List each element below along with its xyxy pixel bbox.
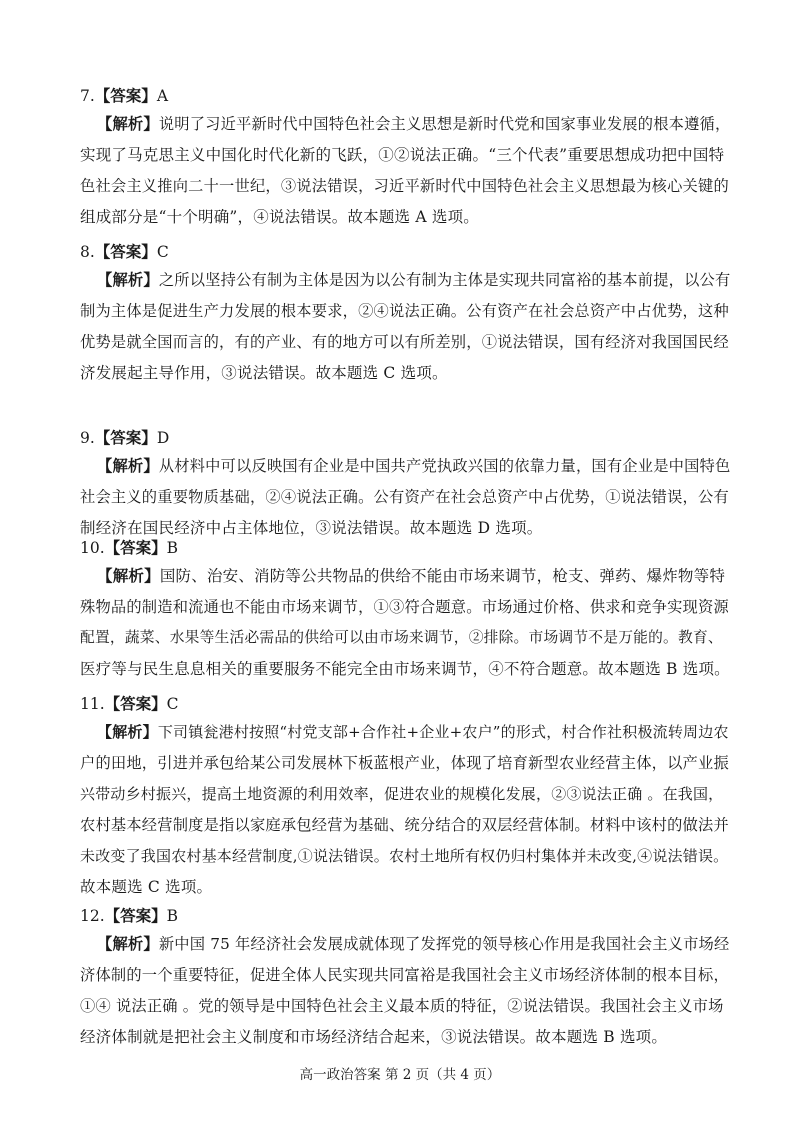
analysis-line: ①④ 说法正确 。党的领导是中国特色社会主义最本质的特征，②说法错误。我国社会主义市场 bbox=[80, 997, 724, 1015]
answer-letter: C bbox=[156, 243, 169, 261]
analysis-text: 下司镇瓮港村按照“村党支部+合作社+企业+农户”的形式，村合作社积极流转周边农 bbox=[157, 723, 729, 741]
analysis-line: 经济体制就是把社会主义制度和市场经济结合起来，③说法错误。故本题选 B 选项。 bbox=[80, 1028, 668, 1046]
question-9 bbox=[80, 428, 730, 549]
question-number: 9. bbox=[80, 429, 95, 447]
analysis-line: 农村基本经营制度是指以家庭承包经营为基础、统分结合的双层经营体制。材料中该村的做法并 bbox=[80, 816, 729, 834]
answer-letter: B bbox=[166, 539, 179, 557]
analysis-line bbox=[80, 722, 730, 753]
analysis-text: 从材料中可以反映国有企业是中国共产党执政兴国的依靠力量，国有企业是中国特色 bbox=[158, 457, 731, 475]
question-8 bbox=[80, 242, 730, 394]
analysis-line bbox=[80, 934, 730, 965]
analysis-line: 兴带动乡村振兴，提高土地资源的利用效率，促进农业的规模化发展，②③说法正确 。在我国， bbox=[80, 785, 724, 803]
answer-letter: C bbox=[166, 695, 179, 713]
analysis-tag: 【解析】 bbox=[97, 271, 159, 289]
answer-tag: 【答案】 bbox=[104, 694, 167, 713]
answer-tag: 【答案】 bbox=[104, 906, 167, 925]
analysis-line: 制为主体是促进生产力发展的根本要求，②④说法正确。公有资产在社会总资产中占优势，这种 bbox=[80, 302, 729, 320]
analysis-line bbox=[80, 270, 730, 301]
analysis-line: 实现了马克思主义中国化时代化新的飞跃，①②说法正确。“三个代表”重要思想成功把中国特 bbox=[80, 146, 725, 164]
analysis-tag: 【解析】 bbox=[97, 723, 158, 741]
analysis-text: 说明了习近平新时代中国特色社会主义思想是新时代党和国家事业发展的根本遵循， bbox=[158, 115, 731, 133]
analysis-line: 优势是就全国而言的，有的产业、有的地方可以有所差别，①说法错误，国有经济对我国国民经 bbox=[80, 333, 729, 351]
analysis-line: 户的田地，引进并承包给某公司发展林下板蓝根产业，体现了培育新型农业经营主体，以产业振 bbox=[80, 754, 729, 772]
answer-tag: 【答案】 bbox=[94, 242, 157, 261]
analysis-text: 新中国 75 年经济社会发展成就体现了发挥党的领导核心作用是我国社会主义市场经 bbox=[158, 935, 730, 953]
question-number: 12. bbox=[80, 907, 105, 925]
question-header bbox=[80, 428, 730, 450]
analysis-tag: 【解析】 bbox=[97, 566, 160, 585]
analysis-line: 配置，蔬菜、水果等生活必需品的供给可以由市场来调节，②排除。市场调节不是万能的。教育、 bbox=[80, 629, 723, 646]
answer-tag: 【答案】 bbox=[104, 538, 167, 557]
analysis-line: 制经济在国民经济中占主体地位，③说法错误。故本题选 D 选项。 bbox=[80, 519, 543, 537]
question-number: 7. bbox=[80, 87, 95, 105]
question-12 bbox=[80, 906, 730, 1058]
analysis-line: 医疗等与民生息息相关的重要服务不能完全由市场来调节，④不符合题意。故本题选 B 选项。 bbox=[80, 660, 730, 678]
analysis-tag: 【解析】 bbox=[97, 935, 159, 953]
analysis-line bbox=[80, 566, 730, 597]
analysis-line: 殊物品的制造和流通也不能由市场来调节，①③符合题意。市场通过价格、供求和竞争实现资源 bbox=[80, 598, 729, 616]
analysis-line: 济发展起主导作用，③说法错误。故本题选 C 选项。 bbox=[80, 364, 448, 382]
analysis-tag: 【解析】 bbox=[97, 115, 159, 133]
question-10 bbox=[80, 538, 730, 690]
question-header bbox=[80, 86, 730, 108]
analysis-text: 国防、治安、消防等公共物品的供给不能由市场来调节，枪支、弹药、爆炸物等特 bbox=[159, 567, 726, 585]
answer-tag: 【答案】 bbox=[94, 86, 157, 105]
analysis-line bbox=[80, 114, 730, 145]
answer-letter: D bbox=[156, 429, 170, 447]
question-number: 11. bbox=[80, 695, 105, 713]
answer-letter: B bbox=[166, 907, 179, 925]
analysis-text: 之所以坚持公有制为主体是因为以公有制为主体是实现共同富裕的基本前提，以公有 bbox=[158, 271, 731, 289]
question-header bbox=[80, 906, 730, 928]
analysis-line: 组成部分是“十个明确”，④说法错误。故本题选 A 选项。 bbox=[80, 208, 479, 226]
analysis-line: 社会主义的重要物质基础，②④说法正确。公有资产在社会总资产中占优势，①说法错误，公有 bbox=[80, 488, 729, 506]
question-header bbox=[80, 242, 730, 264]
analysis-line bbox=[80, 456, 730, 487]
question-11 bbox=[80, 694, 730, 908]
question-header bbox=[80, 694, 730, 716]
analysis-line: 故本题选 C 选项。 bbox=[80, 878, 213, 896]
analysis-line: 色社会主义推向二十一世纪，③说法错误，习近平新时代中国特色社会主义思想最为核心关键的 bbox=[80, 177, 729, 195]
answer-tag: 【答案】 bbox=[94, 428, 157, 447]
question-number: 10. bbox=[80, 539, 105, 557]
analysis-tag: 【解析】 bbox=[97, 457, 159, 475]
analysis-line: 济体制的一个重要特征，促进全体人民实现共同富裕是我国社会主义市场经济体制的根本目标， bbox=[80, 966, 729, 984]
question-header bbox=[80, 538, 730, 560]
page-footer: 高一政治答案 第 2 页（共 4 页） bbox=[299, 1067, 501, 1083]
answer-letter: A bbox=[156, 87, 169, 105]
question-7 bbox=[80, 86, 730, 238]
question-number: 8. bbox=[80, 243, 95, 261]
analysis-line: 未改变了我国农村基本经营制度,①说法错误。农村土地所有权仍归村集体并未改变,④说法错误。 bbox=[80, 847, 729, 865]
